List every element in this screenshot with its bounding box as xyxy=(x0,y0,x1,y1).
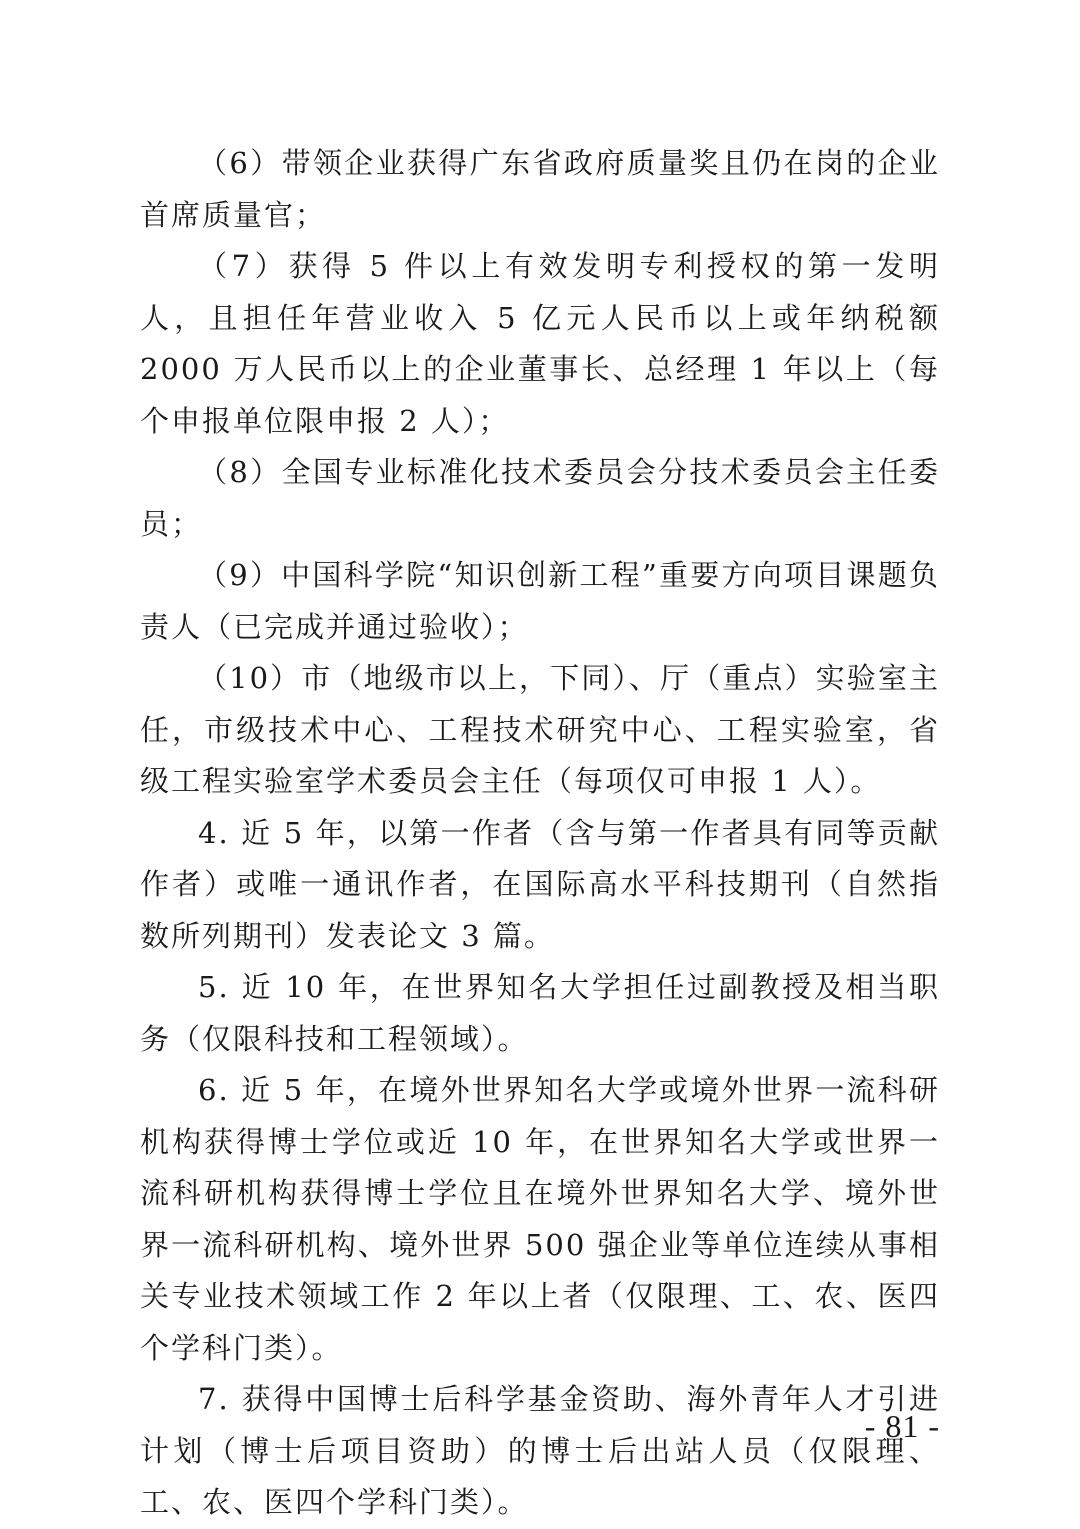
criterion-8-paragraph: （8）全国专业标准化技术委员会分技术委员会主任委员； xyxy=(140,455,940,541)
item-4-paragraph: 4. 近 5 年，以第一作者（含与第一作者具有同等贡献作者）或唯一通讯作者，在国际高水平科技期刊（自然指数所列期刊）发表论文 3 篇。 xyxy=(140,815,940,953)
criterion-7-paragraph: （7）获得 5 件以上有效发明专利授权的第一发明人，且担任年营业收入 5 亿元人民币以上或年纳税额 2000 万人民币以上的企业董事长、总经理 1 年以上（每个申报单位限申报 2 人）； xyxy=(140,249,940,438)
document-body xyxy=(140,138,940,1529)
criterion-9-paragraph: （9）中国科学院“知识创新工程”重要方向项目课题负责人（已完成并通过验收）； xyxy=(140,558,940,644)
criterion-6-paragraph: （6）带领企业获得广东省政府质量奖且仍在岗的企业首席质量官； xyxy=(140,146,940,232)
item-5-paragraph: 5. 近 10 年，在世界知名大学担任过副教授及相当职务（仅限科技和工程领域）。 xyxy=(140,970,940,1056)
criterion-10-paragraph: （10）市（地级市以上，下同）、厅（重点）实验室主任，市级技术中心、工程技术研究中心、工程实验室，省级工程实验室学术委员会主任（每项仅可申报 1 人）。 xyxy=(140,661,940,798)
page-number: - 81 - xyxy=(864,1408,940,1444)
item-6-paragraph: 6. 近 5 年，在境外世界知名大学或境外世界一流科研机构获得博士学位或近 10 年，在世界知名大学或世界一流科研机构获得博士学位且在境外世界知名大学、境外世界一流科研机构、境外世界 500 强企业等单位连续从事相关专业技术领域工作 2 年以上者（仅限理、工、农、医四个学科门类）。 xyxy=(140,1073,940,1365)
item-7-paragraph: 7. 获得中国博士后科学基金资助、海外青年人才引进计划（博士后项目资助）的博士后出站人员（仅限理、工、农、医四个学科门类）。 xyxy=(140,1382,940,1519)
